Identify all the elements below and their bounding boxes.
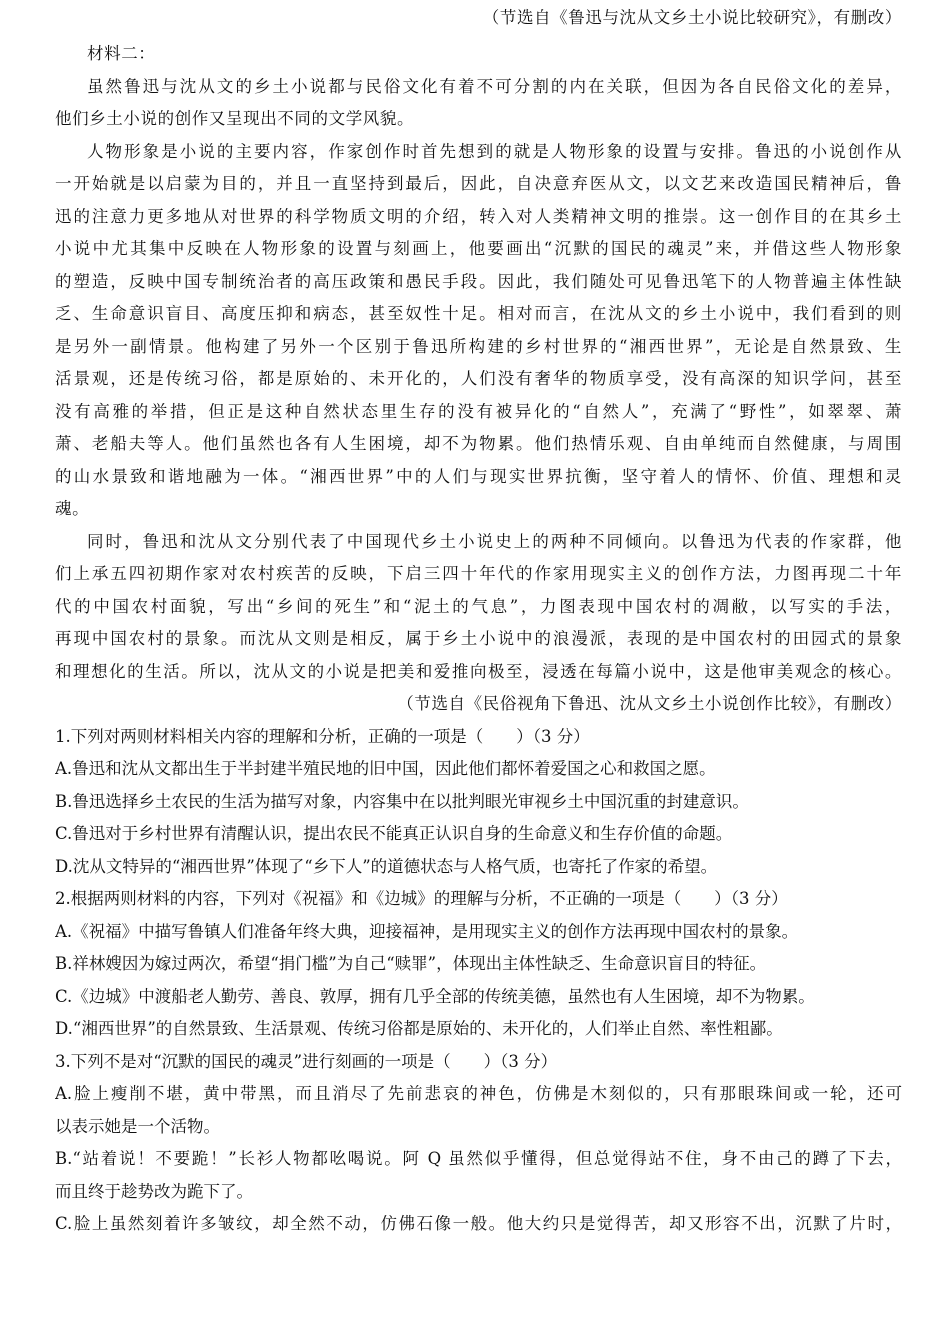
material2-line: 迅的注意力更多地从对世界的科学物质文明的介绍，转入对人类精神文明的推崇。这一创作目的在其乡土 [55, 207, 902, 226]
material2-line: 虽然鲁迅与沈从文的乡土小说都与民俗文化有着不可分割的内在关联，但因为各自民俗文化的差异， [87, 77, 902, 96]
question-1-option-c: C.鲁迅对于乡村世界有清醒认识，提出农民不能真正认识自身的生命意义和生存价值的命题。 [55, 824, 733, 843]
question-3-option-a-cont: 以表示她是一个活物。 [55, 1117, 220, 1136]
material2-line: 是另外一副情景。他构建了另外一个区别于鲁迅所构建的乡村世界的“湘西世界”，无论是自然景致、生 [55, 337, 902, 356]
question-1-option-d: D.沈从文特异的“湘西世界”体现了“乡下人”的道德状态与人格气质，也寄托了作家的希望。 [55, 857, 718, 876]
source-citation-2: （节选自《民俗视角下鲁迅、沈从文乡土小说创作比较》，有删改） [397, 694, 902, 713]
question-2-option-d: D.“湘西世界”的自然景致、生活景观、传统习俗都是原始的、未开化的，人们举止自然、率性粗鄙。 [55, 1019, 783, 1038]
question-1-option-b: B.鲁迅选择乡土农民的生活为描写对象，内容集中在以批判眼光审视乡土中国沉重的封建意识。 [55, 792, 749, 811]
question-3-option-b-cont: 而且终于趁势改为跪下了。 [55, 1182, 253, 1201]
material2-line: 再现中国农村的景象。而沈从文则是相反，属于乡土小说中的浪漫派，表现的是中国农村的田园式的景象 [55, 629, 902, 648]
material2-line: 们上承五四初期作家对农村疾苦的反映，下启三四十年代的作家用现实主义的创作方法，力图再现二十年 [55, 564, 902, 583]
material2-line: 小说中尤其集中反映在人物形象的设置与刻画上，他要画出“沉默的国民的魂灵”来，并借这些人物形象 [55, 239, 902, 258]
question-3-option-a: A.脸上瘦削不堪，黄中带黑，而且消尽了先前悲哀的神色，仿佛是木刻似的，只有那眼珠间或一轮，还可 [55, 1084, 902, 1103]
material2-line: 乏、生命意识盲目、高度压抑和病态，甚至奴性十足。相对而言，在沈从文的乡土小说中，我们看到的则 [55, 304, 902, 323]
material2-line: 萧、老船夫等人。他们虽然也各有人生困境，却不为物累。他们热情乐观、自由单纯而自然健康，与周围 [55, 434, 902, 453]
material2-line: 人物形象是小说的主要内容，作家创作时首先想到的就是人物形象的设置与安排。鲁迅的小说创作从 [87, 142, 902, 161]
material2-label: 材料二： [87, 44, 156, 63]
source-citation-1: （节选自《鲁迅与沈从文乡土小说比较研究》，有删改） [482, 8, 902, 27]
material2-line: 一开始就是以启蒙为目的，并且一直坚持到最后，因此，自决意弃医从文，以文艺来改造国民精神后，鲁 [55, 174, 902, 193]
question-3-stem: 3.下列不是对“沉默的国民的魂灵”进行刻画的一项是（ ）（3 分） [55, 1052, 558, 1071]
question-2-option-b: B.祥林嫂因为嫁过两次，希望“捐门槛”为自己“赎罪”，体现出主体性缺乏、生命意识盲目的特征。 [55, 954, 767, 973]
material2-line: 代的中国农村面貌，写出“乡间的死生”和“泥土的气息”，力图表现中国农村的凋敝，以写实的手法， [55, 597, 902, 616]
question-3-option-b: B.“站着说！不要跪！”长衫人物都吆喝说。阿 Q 虽然似乎懂得，但总觉得站不住，身不由己的蹲了下去， [55, 1149, 902, 1168]
question-1-stem: 1.下列对两则材料相关内容的理解和分析，正确的一项是（ ）（3 分） [55, 727, 590, 746]
material2-line: 的塑造，反映中国专制统治者的高压政策和愚民手段。因此，我们随处可见鲁迅笔下的人物普遍主体性缺 [55, 272, 902, 291]
material2-line: 同时，鲁迅和沈从文分别代表了中国现代乡土小说史上的两种不同倾向。以鲁迅为代表的作家群，他 [87, 532, 902, 551]
material2-line: 魂。 [55, 499, 90, 518]
question-2-option-a: A.《祝福》中描写鲁镇人们准备年终大典，迎接福神，是用现实主义的创作方法再现中国农村的景象。 [55, 922, 799, 941]
question-2-option-c: C.《边城》中渡船老人勤劳、善良、敦厚，拥有几乎全部的传统美德，虽然也有人生困境，却不为物累。 [55, 987, 815, 1006]
material2-line: 没有高雅的举措，但正是这种自然状态里生存的没有被异化的“自然人”，充满了“野性”，如翠翠、萧 [55, 402, 902, 421]
material2-line: 和理想化的生活。所以，沈从文的小说是把美和爱推向极至，浸透在每篇小说中，这是他审美观念的核心。 [55, 662, 902, 681]
material2-line: 他们乡土小说的创作又呈现出不同的文学风貌。 [55, 109, 415, 128]
question-3-option-c: C.脸上虽然刻着许多皱纹，却全然不动，仿佛石像一般。他大约只是觉得苦，却又形容不出，沉默了片时， [55, 1214, 902, 1233]
material2-line: 的山水景致和谐地融为一体。“湘西世界”中的人们与现实世界抗衡，坚守着人的情怀、价值、理想和灵 [55, 467, 902, 486]
question-2-stem: 2.根据两则材料的内容，下列对《祝福》和《边城》的理解与分析，不正确的一项是（ ）（3 分） [55, 889, 788, 908]
material2-line: 活景观，还是传统习俗，都是原始的、未开化的，人们没有奢华的物质享受，没有高深的知识学问，甚至 [55, 369, 902, 388]
question-1-option-a: A.鲁迅和沈从文都出生于半封建半殖民地的旧中国，因此他们都怀着爱国之心和救国之愿。 [55, 759, 716, 778]
